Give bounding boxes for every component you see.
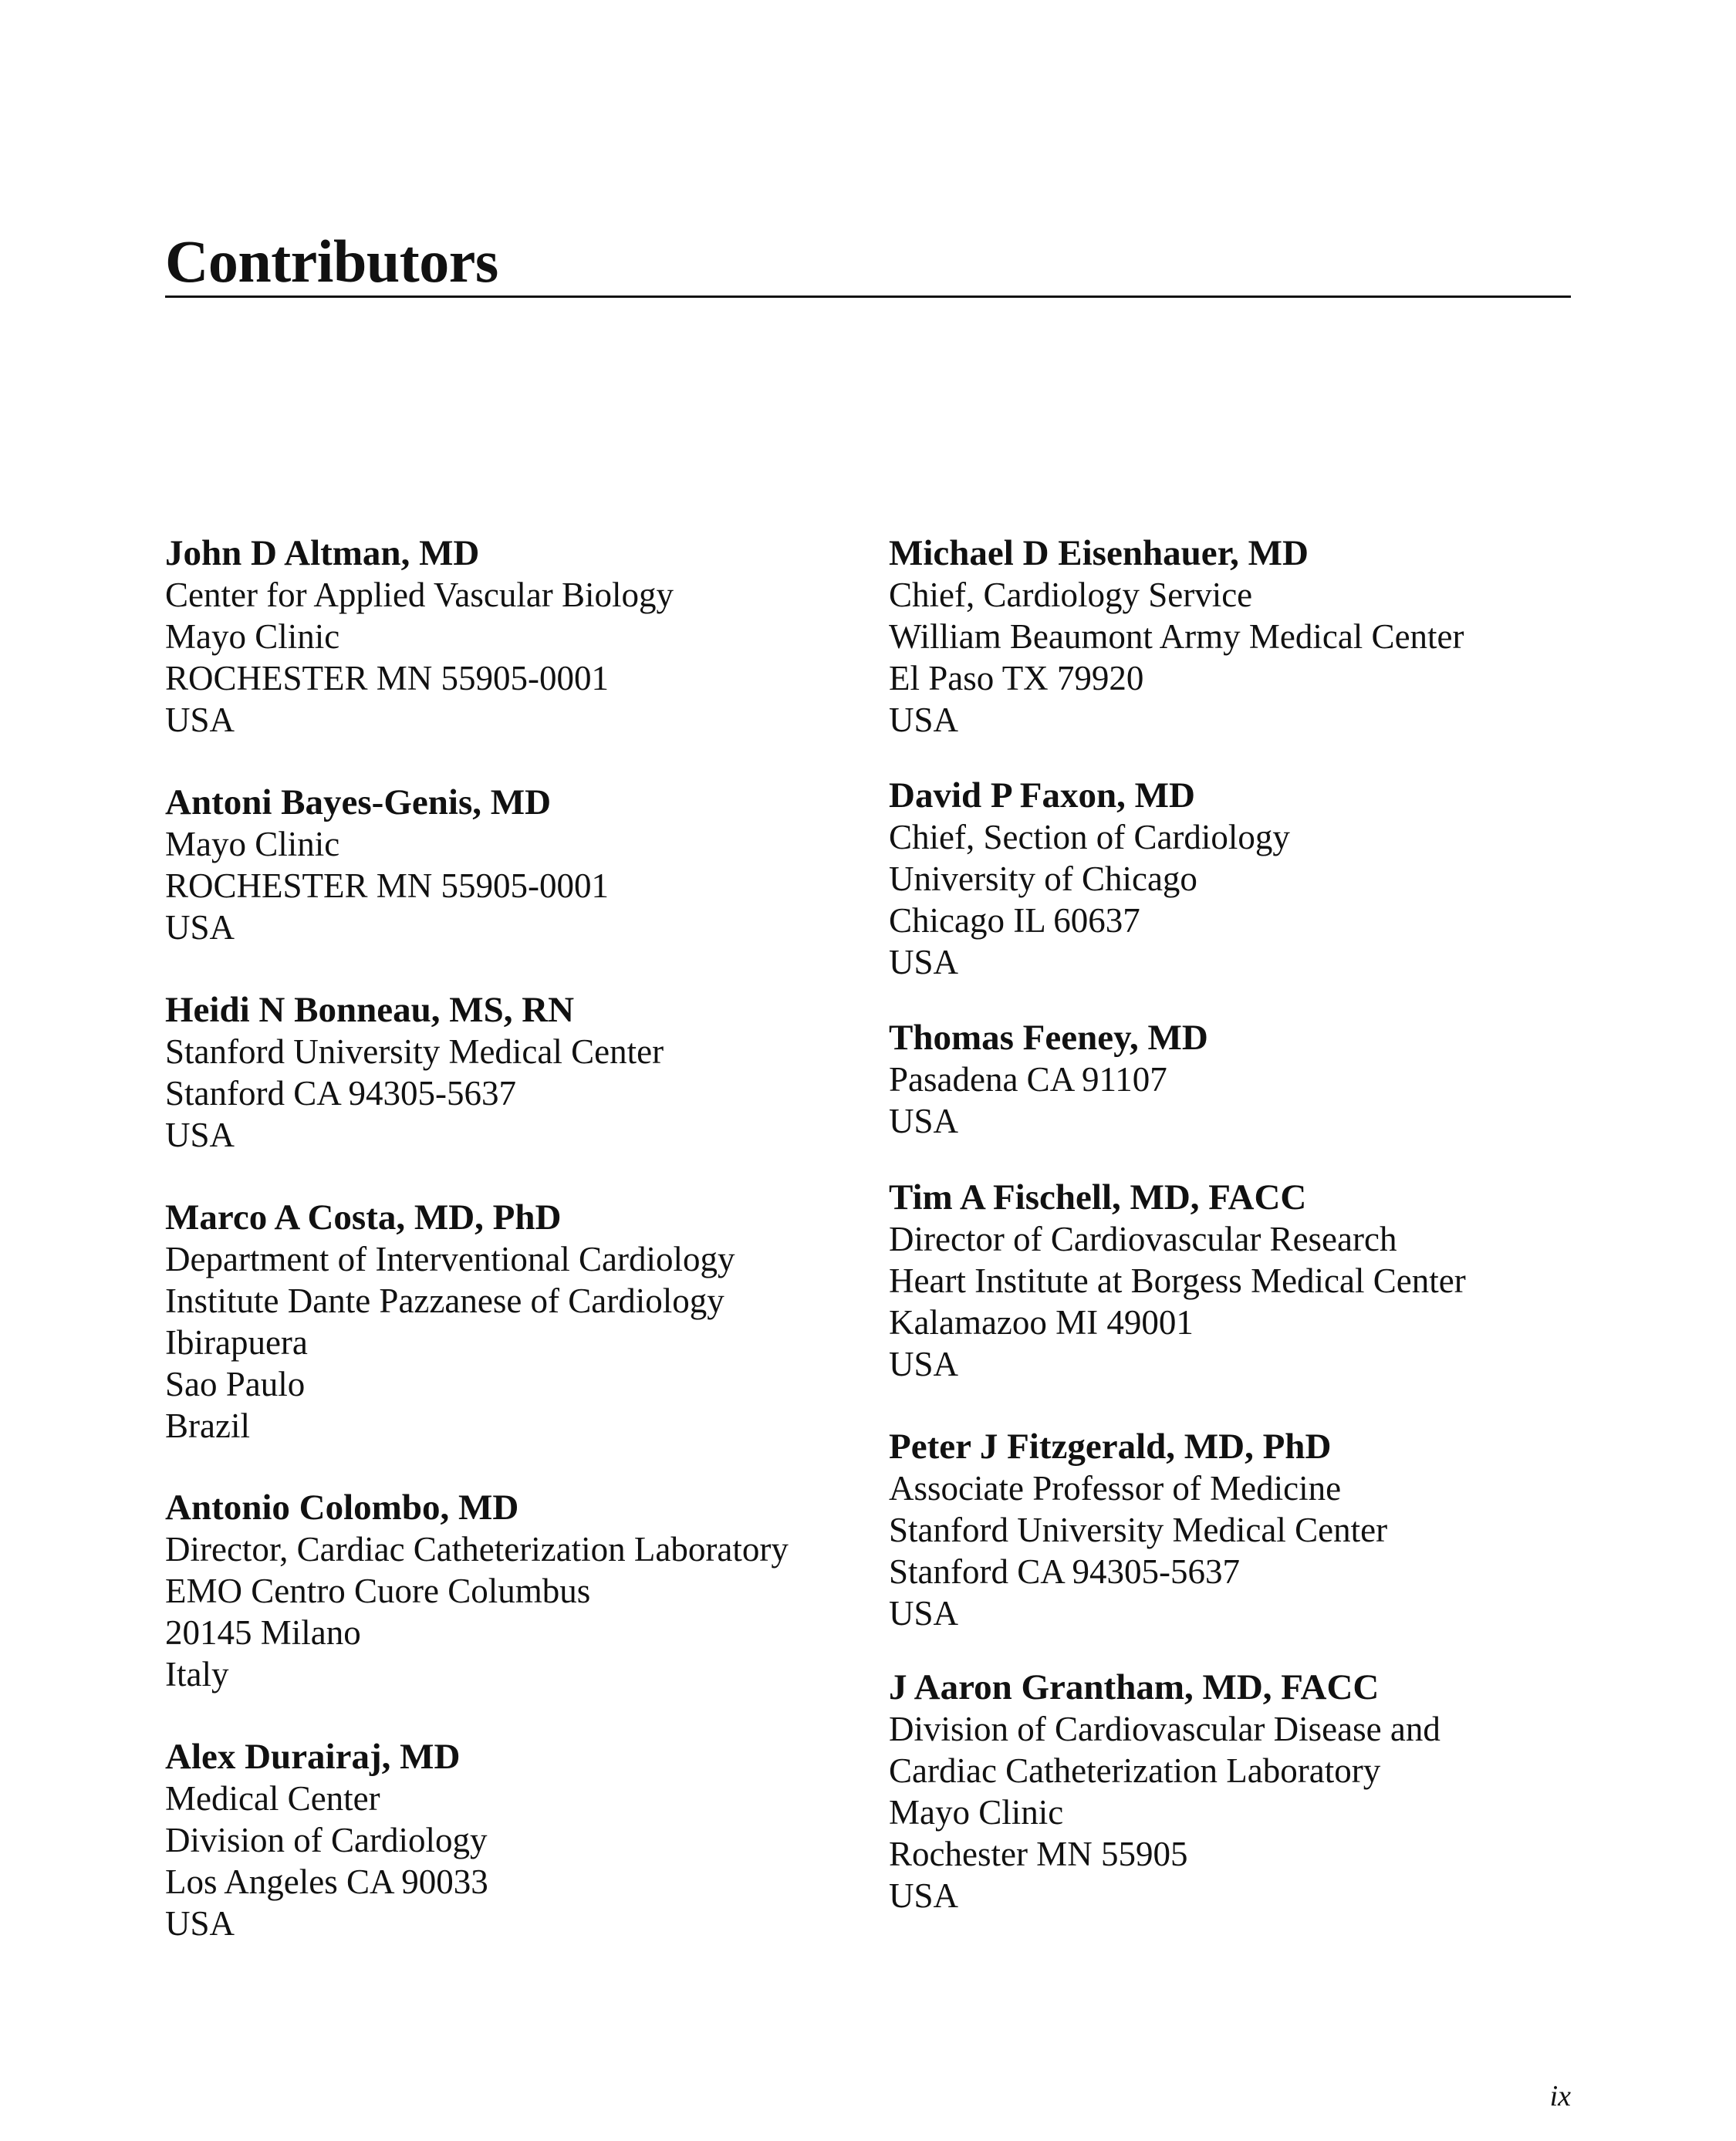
- contributor-entry: [165, 1736, 937, 1944]
- contributor-entry: [889, 1667, 1660, 1916]
- affiliation-line: USA: [889, 701, 959, 739]
- affiliation-line: Director, Cardiac Catheterization Laboratory: [165, 1530, 789, 1569]
- affiliation-line: Brazil: [165, 1407, 250, 1445]
- affiliation-line: Institute Dante Pazzanese of Cardiology: [165, 1282, 724, 1320]
- contributor-name: Peter J Fitzgerald, MD, PhD: [889, 1427, 1332, 1467]
- page-title: Contributors: [165, 228, 498, 295]
- affiliation-line: Mayo Clinic: [165, 825, 340, 863]
- affiliation-line: Mayo Clinic: [165, 617, 340, 656]
- contributor-name: Marco A Costa, MD, PhD: [165, 1197, 562, 1238]
- affiliation-line: 20145 Milano: [165, 1613, 361, 1652]
- contributor-name: Thomas Feeney, MD: [889, 1018, 1208, 1058]
- affiliation-line: USA: [165, 1904, 235, 1943]
- contributor-entry: [165, 1487, 937, 1695]
- contributor-name: Alex Durairaj, MD: [165, 1737, 461, 1777]
- affiliation-line: Rochester MN 55905: [889, 1835, 1188, 1873]
- contributor-entry: [165, 532, 937, 741]
- contributor-name: Heidi N Bonneau, MS, RN: [165, 990, 575, 1030]
- affiliation-line: Los Angeles CA 90033: [165, 1862, 488, 1901]
- affiliation-line: ROCHESTER MN 55905-0001: [165, 866, 610, 905]
- affiliation-line: Stanford University Medical Center: [889, 1511, 1388, 1549]
- affiliation-line: Division of Cardiology: [165, 1821, 488, 1859]
- affiliation-line: USA: [889, 1594, 959, 1633]
- affiliation-line: University of Chicago: [889, 859, 1197, 898]
- affiliation-line: USA: [889, 1345, 959, 1383]
- contributor-entry: [889, 1017, 1660, 1142]
- contributor-name: J Aaron Grantham, MD, FACC: [889, 1667, 1380, 1707]
- page-number: ix: [1549, 2080, 1571, 2112]
- contributor-entry: [165, 989, 937, 1156]
- affiliation-line: USA: [889, 943, 959, 981]
- contributor-entry: [889, 1177, 1660, 1385]
- affiliation-line: USA: [165, 908, 235, 947]
- contributor-name: Tim A Fischell, MD, FACC: [889, 1177, 1307, 1217]
- affiliation-line: Ibirapuera: [165, 1323, 308, 1362]
- affiliation-line: ROCHESTER MN 55905-0001: [165, 659, 610, 697]
- contributor-name: Antonio Colombo, MD: [165, 1488, 519, 1528]
- affiliation-line: Stanford CA 94305-5637: [165, 1074, 516, 1113]
- affiliation-line: William Beaumont Army Medical Center: [889, 617, 1464, 656]
- contributor-name: John D Altman, MD: [165, 533, 480, 573]
- contributor-entry: [889, 1426, 1660, 1634]
- affiliation-line: Mayo Clinic: [889, 1793, 1064, 1832]
- affiliation-line: Sao Paulo: [165, 1365, 306, 1403]
- contributor-name: David P Faxon, MD: [889, 775, 1195, 816]
- contributor-entry: [165, 782, 937, 948]
- contributor-entry: [889, 532, 1660, 741]
- contributor-name: Antoni Bayes-Genis, MD: [165, 782, 552, 822]
- affiliation-line: USA: [165, 701, 235, 739]
- affiliation-line: Chief, Cardiology Service: [889, 576, 1253, 614]
- affiliation-line: Director of Cardiovascular Research: [889, 1220, 1397, 1258]
- affiliation-line: USA: [165, 1116, 235, 1154]
- affiliation-line: Kalamazoo MI 49001: [889, 1303, 1194, 1342]
- affiliation-line: El Paso TX 79920: [889, 659, 1144, 697]
- affiliation-line: Chicago IL 60637: [889, 901, 1140, 940]
- affiliation-line: Cardiac Catheterization Laboratory: [889, 1751, 1381, 1790]
- affiliation-line: Pasadena CA 91107: [889, 1060, 1167, 1099]
- affiliation-line: Stanford University Medical Center: [165, 1032, 664, 1071]
- affiliation-line: Division of Cardiovascular Disease and: [889, 1710, 1440, 1748]
- title-rule: [165, 295, 1571, 298]
- affiliation-line: Stanford CA 94305-5637: [889, 1552, 1240, 1591]
- contributor-name: Michael D Eisenhauer, MD: [889, 533, 1309, 573]
- contributor-entry: [889, 775, 1660, 983]
- affiliation-line: Chief, Section of Cardiology: [889, 818, 1290, 856]
- affiliation-line: USA: [889, 1876, 959, 1915]
- affiliation-line: EMO Centro Cuore Columbus: [165, 1572, 591, 1610]
- affiliation-line: Medical Center: [165, 1779, 380, 1818]
- affiliation-line: Heart Institute at Borgess Medical Center: [889, 1261, 1466, 1300]
- contributor-entry: [165, 1197, 937, 1447]
- affiliation-line: Associate Professor of Medicine: [889, 1469, 1342, 1508]
- affiliation-line: USA: [889, 1102, 959, 1140]
- affiliation-line: Center for Applied Vascular Biology: [165, 576, 674, 614]
- affiliation-line: Department of Interventional Cardiology: [165, 1240, 735, 1278]
- affiliation-line: Italy: [165, 1655, 229, 1694]
